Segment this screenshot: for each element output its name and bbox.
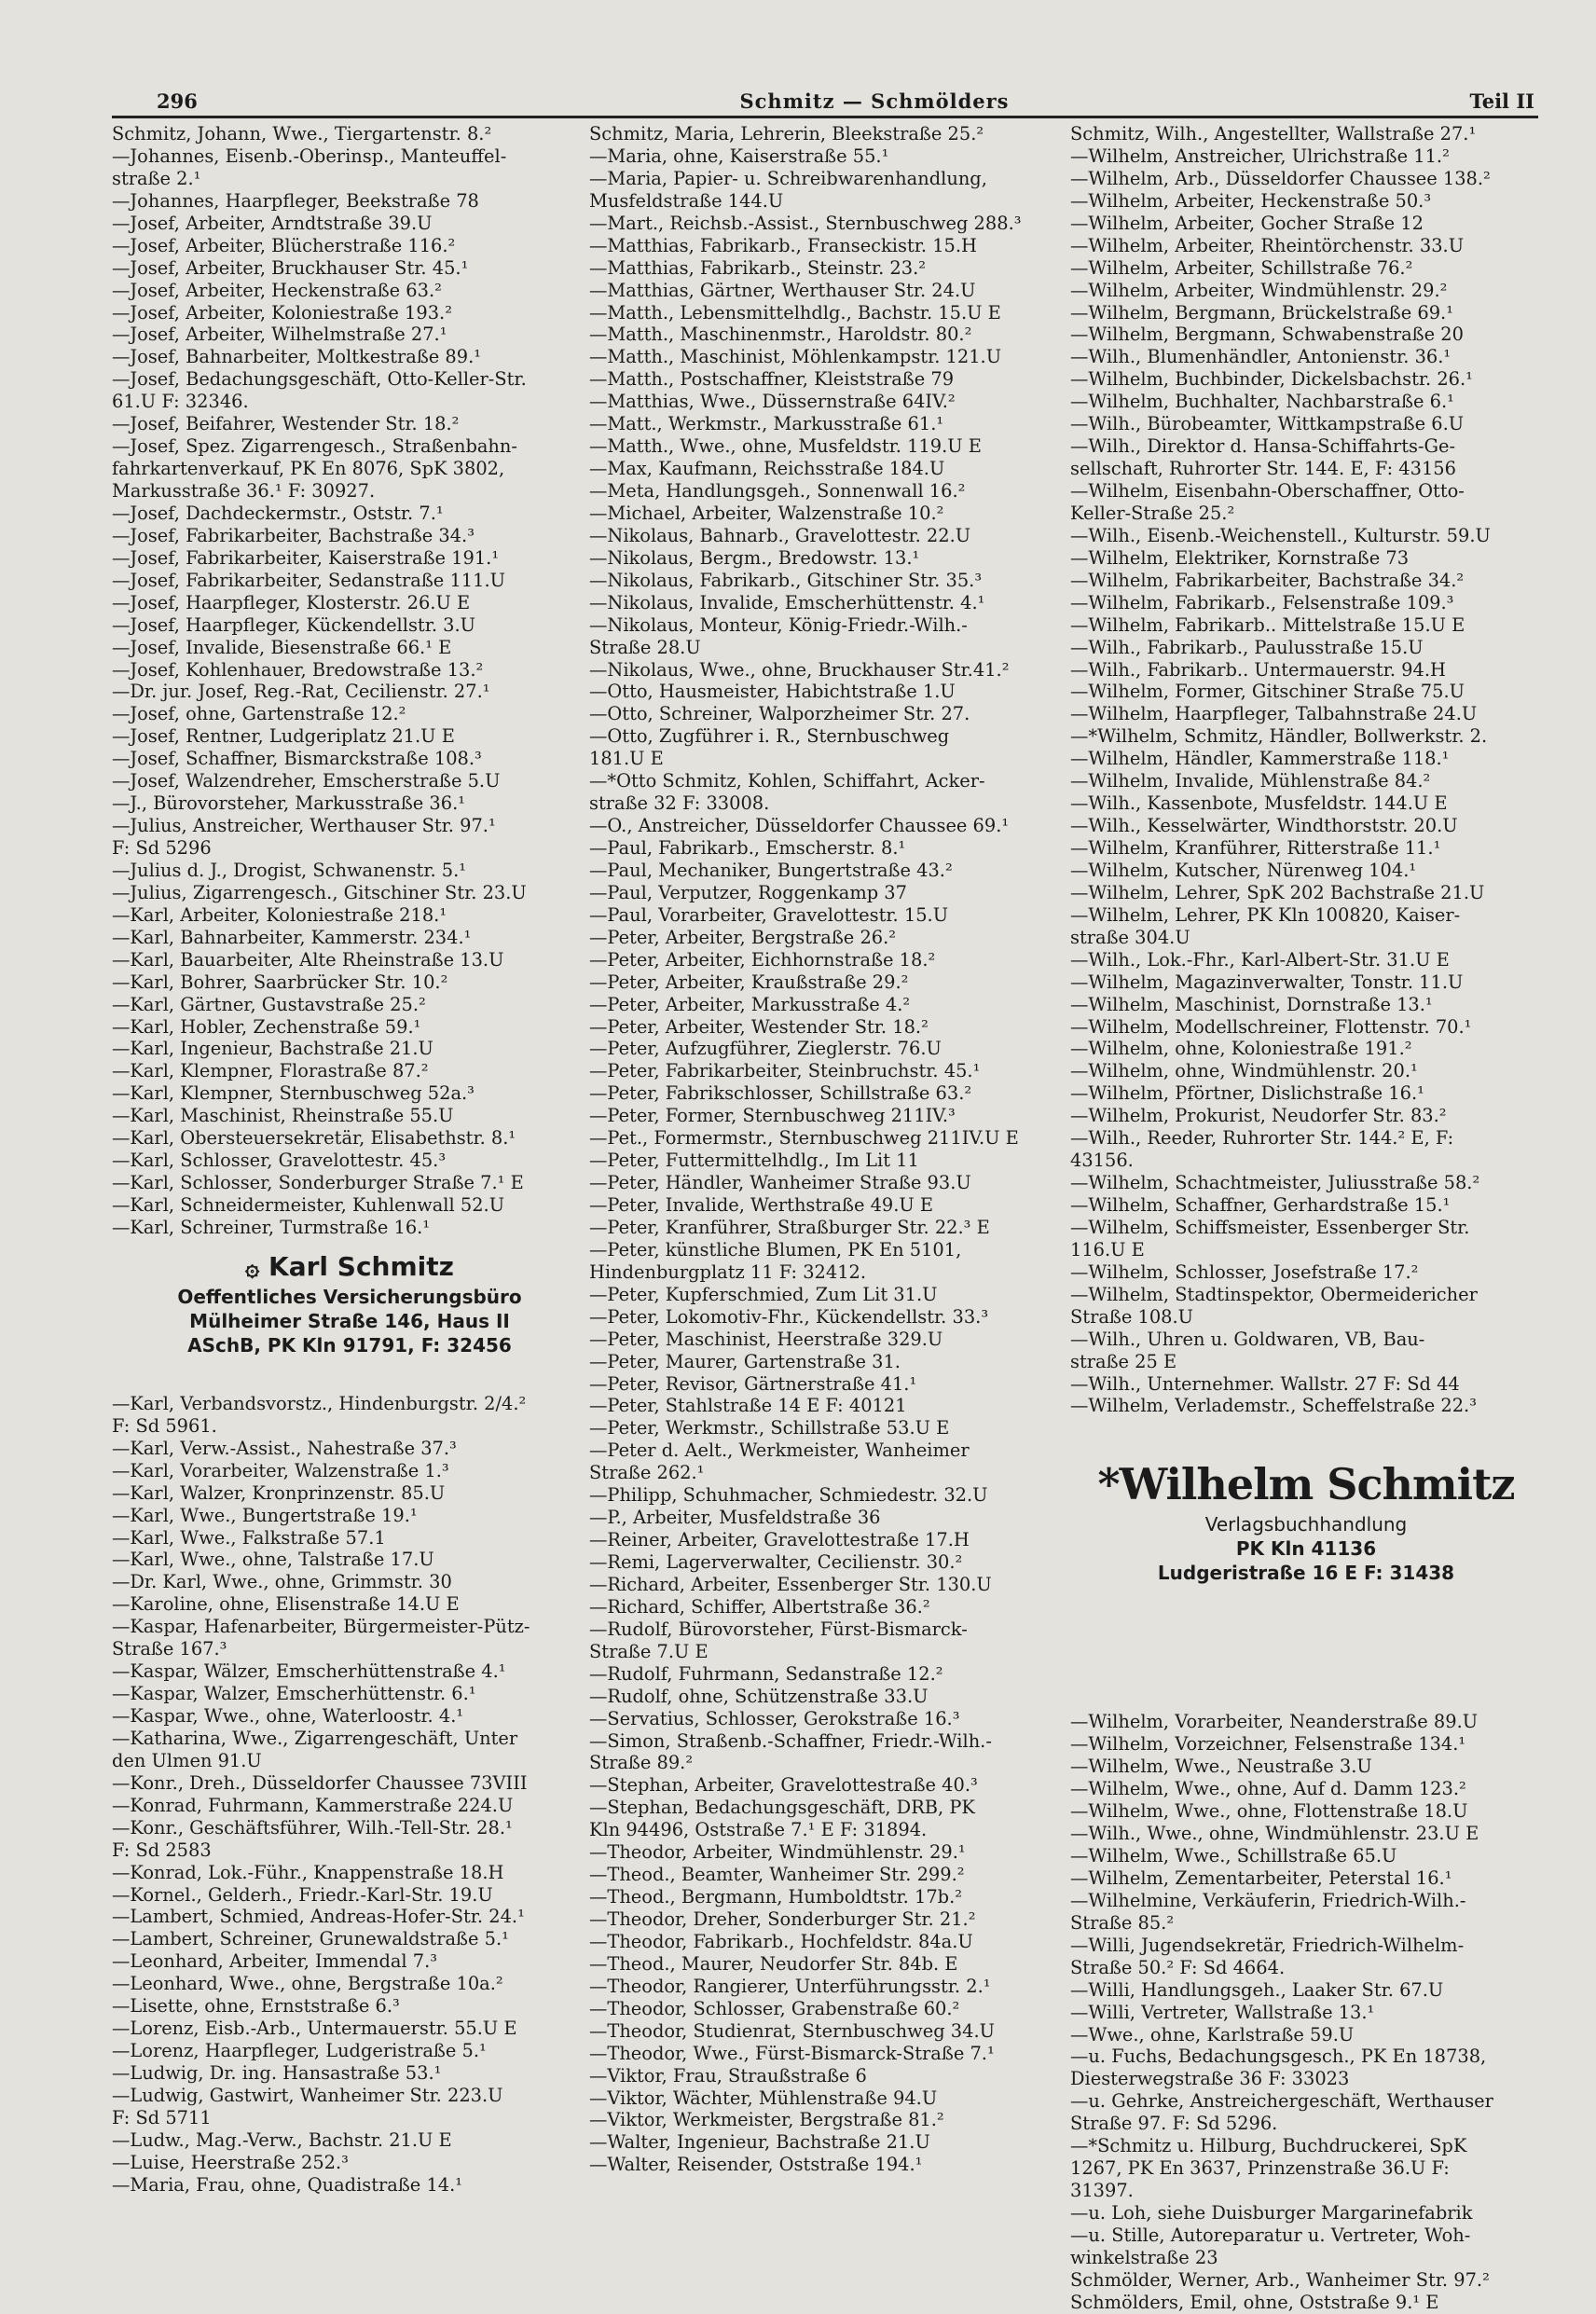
directory-line: —Johannes, Eisenb.-Oberinsp., Manteuffel- (112, 145, 507, 167)
directory-line: —Peter, Arbeiter, Eichhornstraße 18.² (589, 948, 936, 971)
directory-line: —Lambert, Schmied, Andreas-Hofer-Str. 24.¹ (112, 1906, 525, 1928)
directory-line: straße 32 F: 33008. (589, 792, 770, 815)
directory-line: —Simon, Straßenb.-Schaffner, Friedr.-Wilh.- (589, 1729, 992, 1752)
directory-line: —Wilhelm, Verlademstr., Scheffelstraße 22.³ (1070, 1395, 1477, 1417)
directory-line: —Karl, Obersteuersekretär, Elisabethstr. 8.¹ (112, 1127, 516, 1150)
directory-line: straße 2.¹ (112, 167, 201, 189)
directory-line: —Wilhelm, Händler, Kammerstraße 118.¹ (1070, 748, 1450, 770)
directory-line: —Karl, Schreiner, Turmstraße 16.¹ (112, 1216, 431, 1238)
directory-line: —Wilh., Eisenb.-Weichenstell., Kulturstr. 59.U (1070, 524, 1491, 546)
directory-line: Musfeldstraße 144.U (589, 189, 784, 212)
directory-line: —Theodor, Rangierer, Unterführungsstr. 2.¹ (589, 1975, 991, 1997)
directory-line: —Karl, Maschinist, Rheinstraße 55.U (112, 1105, 454, 1127)
directory-line: —Karl, Gärtner, Gustavstraße 25.² (112, 993, 426, 1015)
directory-line: —Wilh., Blumenhändler, Antonienstr. 36.¹ (1070, 346, 1452, 368)
directory-line: F: Sd 5296 (112, 837, 212, 859)
directory-line: —Kaspar, Hafenarbeiter, Bürgermeister-Pütz- (112, 1616, 530, 1638)
directory-line: —Karl, Schneidermeister, Kuhlenwall 52.U (112, 1194, 505, 1216)
directory-line: —Wilh., Kassenbote, Musfeldstr. 144.U E (1070, 792, 1448, 815)
directory-line: —Peter, Arbeiter, Markusstraße 4.² (589, 993, 911, 1015)
directory-line: —Peter, Aufzugführer, Zieglerstr. 76.U (589, 1038, 942, 1060)
directory-line: —Peter, Händler, Wanheimer Straße 93.U (589, 1172, 971, 1194)
directory-line: —Willi, Handlungsgeh., Laaker Str. 67.U (1070, 1978, 1444, 2001)
directory-line: —Reiner, Arbeiter, Gravelottestraße 17.H (589, 1529, 970, 1551)
directory-line: —Karl, Wwe., Falkstraße 57.1 (112, 1526, 386, 1549)
directory-line: —Theodor, Schlosser, Grabenstraße 60.² (589, 1997, 960, 2019)
ad-wilhelm-line-2: PK Kln 41136 (1235, 1537, 1377, 1561)
directory-line: —Wilhelm, Buchhalter, Nachbarstraße 6.¹ (1070, 391, 1454, 413)
directory-line: —Wwe., ohne, Karlstraße 59.U (1070, 2023, 1355, 2045)
directory-line: —Matthias, Fabrikarb., Franseckistr. 15.H (589, 234, 977, 256)
directory-line: —Karl, Wwe., Bungertstraße 19.¹ (112, 1504, 418, 1526)
directory-line: —Walter, Ingenieur, Bachstraße 21.U (589, 2131, 930, 2154)
directory-line: Schmölder, Werner, Arb., Wanheimer Str. 97.² (1070, 2268, 1490, 2291)
directory-line: Markusstraße 36.¹ F: 30927. (112, 480, 376, 502)
directory-line: —Wilhelm, Buchbinder, Dickelsbachstr. 26.¹ (1070, 368, 1473, 391)
directory-line: —Wilhelm, Prokurist, Neudorfer Str. 83.² (1070, 1105, 1447, 1127)
directory-line: —Katharina, Wwe., Zigarrengeschäft, Unter (112, 1727, 518, 1749)
directory-line: —Matth., Wwe., ohne, Musfeldstr. 119.U E (589, 435, 982, 458)
ad-karl-line-1: Oeffentliches Versicherungsbüro (177, 1285, 522, 1308)
directory-line: —Wilhelm, Fabrikarbeiter, Bachstraße 34.² (1070, 569, 1465, 591)
directory-line: —Paul, Fabrikarb., Emscherstr. 8.¹ (589, 837, 906, 859)
directory-line: Keller-Straße 25.² (1070, 502, 1235, 524)
directory-line: —Wilhelm, Eisenbahn-Oberschaffner, Otto- (1070, 480, 1465, 502)
directory-line: —Nikolaus, Bergm., Bredowstr. 13.¹ (589, 546, 920, 569)
directory-line: —Matt., Werkmstr., Markusstraße 61.¹ (589, 413, 944, 435)
directory-line: —Josef, Arbeiter, Bruckhauser Str. 45.¹ (112, 256, 469, 279)
directory-line: —Wilhelm, Haarpfleger, Talbahnstraße 24.U (1070, 703, 1478, 725)
directory-line: —Wilhelm, Arbeiter, Windmühlenstr. 29.² (1070, 279, 1448, 301)
directory-line: —Wilh., Fabrikarb.. Untermauerstr. 94.H (1070, 658, 1446, 681)
directory-line: —Luise, Heerstraße 252.³ (112, 2151, 349, 2173)
directory-line: —*Schmitz u. Hilburg, Buchdruckerei, SpK (1070, 2135, 1467, 2157)
directory-line: —Wilhelm, Magazinverwalter, Tonstr. 11.U (1070, 971, 1464, 993)
directory-line: —Wilhelmine, Verkäuferin, Friedrich-Wilh.- (1070, 1889, 1466, 1911)
directory-line: —Kaspar, Walzer, Emscherhüttenstr. 6.¹ (112, 1683, 476, 1705)
directory-line: —Karl, Klempner, Sternbuschweg 52a.³ (112, 1082, 475, 1105)
directory-line: —Maria, Frau, ohne, Quadistraße 14.¹ (112, 2173, 463, 2196)
column-3-entries-top (1070, 123, 1542, 1417)
directory-line: —Wilhelm, Wwe., ohne, Flottenstraße 18.U (1070, 1800, 1468, 1823)
directory-line: —Theod., Bergmann, Humboldtstr. 17b.² (589, 1886, 963, 1908)
directory-line: —Konrad, Lok.-Führ., Knappenstraße 18.H (112, 1861, 504, 1883)
directory-line: 61.U F: 32346. (112, 391, 249, 413)
directory-line: —Leonhard, Arbeiter, Immendal 7.³ (112, 1950, 438, 1973)
directory-line: Schmölders, Emil, ohne, Oststraße 9.¹ E (1070, 2291, 1439, 2313)
directory-line: —Rudolf, Bürovorsteher, Fürst-Bismarck- (589, 1618, 968, 1640)
directory-line: —Peter, Stahlstraße 14 E F: 40121 (589, 1395, 907, 1417)
directory-line: —Remi, Lagerverwalter, Cecilienstr. 30.² (589, 1551, 963, 1573)
directory-line: —Wilh., Bürobeamter, Wittkampstraße 6.U (1070, 413, 1465, 435)
directory-line: —Paul, Verputzer, Roggenkamp 37 (589, 881, 907, 903)
directory-line: Straße 7.U E (589, 1640, 709, 1662)
directory-line: —Wilhelm, Wwe., ohne, Auf d. Damm 123.² (1070, 1778, 1466, 1800)
directory-line: —Josef, Beifahrer, Westender Str. 18.² (112, 413, 460, 435)
directory-line: winkelstraße 23 (1070, 2246, 1218, 2268)
directory-line: 1267, PK En 3637, Prinzenstraße 36.U F: (1070, 2157, 1450, 2180)
directory-line: —Wilhelm, Maschinist, Dornstraße 13.¹ (1070, 993, 1433, 1015)
directory-line: —Julius, Zigarrengesch., Gitschiner Str. 23.U (112, 881, 527, 903)
directory-line: —Karl, Schlosser, Gravelottestr. 45.³ (112, 1150, 447, 1172)
directory-line: —Peter, Werkmstr., Schillstraße 53.U E (589, 1417, 950, 1439)
directory-line: —Wilhelm, Elektriker, Kornstraße 73 (1070, 546, 1410, 569)
directory-line: F: Sd 5961. (112, 1414, 217, 1437)
directory-line: —Wilh., Lok.-Fhr., Karl-Albert-Str. 31.U E (1070, 948, 1450, 971)
ad-wilhelm-line-3: Ludgeristraße 16 E F: 31438 (1157, 1562, 1455, 1585)
directory-line: —u. Loh, siehe Duisburger Margarinefabrik (1070, 2202, 1473, 2224)
directory-line: —Kaspar, Wälzer, Emscherhüttenstraße 4.¹ (112, 1660, 506, 1683)
directory-line: —Wilhelm, Vorzeichner, Felsenstraße 134.¹ (1070, 1733, 1466, 1756)
directory-line: —Karl, Hobler, Zechenstraße 59.¹ (112, 1015, 421, 1038)
directory-line: —Josef, Arbeiter, Arndtstraße 39.U (112, 212, 433, 234)
directory-line: —Julius d. J., Drogist, Schwanenstr. 5.¹ (112, 859, 467, 881)
directory-line: —Matthias, Wwe., Düssernstraße 64IV.² (589, 391, 956, 413)
directory-line: —Karl, Schlosser, Sonderburger Straße 7.¹ E (112, 1172, 524, 1194)
directory-line: —Willi, Vertreter, Wallstraße 13.¹ (1070, 2001, 1375, 2023)
directory-line: —Wilhelm, Anstreicher, Ulrichstraße 11.² (1070, 145, 1450, 167)
directory-line: —Josef, Arbeiter, Blücherstraße 116.² (112, 234, 456, 256)
directory-line: —Michael, Arbeiter, Walzenstraße 10.² (589, 502, 944, 524)
directory-line: —Servatius, Schlosser, Gerokstraße 16.³ (589, 1707, 960, 1729)
directory-line: —Matth., Maschinenmstr., Haroldstr. 80.² (589, 324, 972, 346)
directory-line: —Matth., Maschinist, Möhlenkampstr. 121.U (589, 346, 1002, 368)
directory-line: —Peter, Maschinist, Heerstraße 329.U (589, 1328, 943, 1350)
directory-line: —Wilhelm, Schachtmeister, Juliusstraße 58.² (1070, 1172, 1480, 1194)
directory-line: —Wilhelm, Former, Gitschiner Straße 75.U (1070, 681, 1465, 703)
directory-line: —Konrad, Fuhrmann, Kammerstraße 224.U (112, 1794, 514, 1816)
directory-line: —Ludwig, Dr. ing. Hansastraße 53.¹ (112, 2062, 442, 2084)
directory-line: —Ludw., Mag.-Verw., Bachstr. 21.U E (112, 2128, 452, 2151)
directory-line: —Wilhelm, Schaffner, Gerhardstraße 15.¹ (1070, 1194, 1451, 1216)
directory-line: —Wilhelm, Arbeiter, Schillstraße 76.² (1070, 256, 1413, 279)
directory-line: Kln 94496, Oststraße 7.¹ E F: 31894. (589, 1819, 928, 1841)
directory-line: —Paul, Vorarbeiter, Gravelottestr. 15.U (589, 903, 949, 926)
directory-line: —Otto, Schreiner, Walporzheimer Str. 27. (589, 703, 970, 725)
directory-line: —Josef, Arbeiter, Wilhelmstraße 27.¹ (112, 324, 447, 346)
directory-line: Straße 97. F: Sd 5296. (1070, 2113, 1278, 2135)
directory-line: —Karl, Klempner, Florastraße 87.² (112, 1060, 429, 1082)
directory-line: Straße 108.U (1070, 1305, 1194, 1328)
directory-line: —Dr. jur. Josef, Reg.-Rat, Cecilienstr. 27.¹ (112, 681, 490, 703)
ad-wilhelm-line-1: Verlagsbuchhandlung (1204, 1513, 1408, 1536)
directory-line: Straße 262.¹ (589, 1462, 705, 1484)
directory-line: —Peter, Former, Sternbuschweg 211IV.³ (589, 1105, 956, 1127)
directory-line: —Wilhelm, Fabrikarb.. Mittelstraße 15.U E (1070, 613, 1465, 636)
directory-line: —Paul, Mechaniker, Bungertstraße 43.² (589, 859, 953, 881)
directory-line: —Nikolaus, Monteur, König-Friedr.-Wilh.- (589, 613, 968, 636)
directory-line: —Peter, künstliche Blumen, PK En 5101, (589, 1238, 962, 1260)
directory-line: —Wilhelm, Pförtner, Dislichstraße 16.¹ (1070, 1082, 1424, 1105)
directory-line: —Wilhelm, Bergmann, Brückelstraße 69.¹ (1070, 301, 1453, 324)
directory-line: —Josef, Invalide, Biesenstraße 66.¹ E (112, 636, 452, 658)
directory-line: —Richard, Arbeiter, Essenberger Str. 130.U (589, 1573, 992, 1595)
directory-line: —Wilhelm, Vorarbeiter, Neanderstraße 89.U (1070, 1711, 1479, 1733)
directory-line: —Peter, Invalide, Werthstraße 49.U E (589, 1194, 934, 1216)
directory-line: —Johannes, Haarpfleger, Beekstraße 78 (112, 189, 479, 212)
directory-line: —Wilhelm, Arbeiter, Gocher Straße 12 (1070, 212, 1424, 234)
directory-line: 43156. (1070, 1150, 1134, 1172)
directory-line: —Peter, Fabrikarbeiter, Steinbruchstr. 45.¹ (589, 1060, 981, 1082)
directory-line: Straße 50.² F: Sd 4664. (1070, 1956, 1286, 1978)
column-1-entries-bottom (112, 1393, 587, 2197)
directory-line: —Karl, Ingenieur, Bachstraße 21.U (112, 1038, 433, 1060)
directory-line: Schmitz, Maria, Lehrerin, Bleekstraße 25.² (589, 123, 984, 145)
directory-line: —Willi, Jugendsekretär, Friedrich-Wilhelm- (1070, 1934, 1465, 1956)
directory-line: —Theodor, Studienrat, Sternbuschweg 34.U (589, 2019, 995, 2042)
directory-line: —Peter, Arbeiter, Westender Str. 18.² (589, 1015, 929, 1038)
directory-line: —Otto, Hausmeister, Habichtstraße 1.U (589, 681, 956, 703)
directory-line: —Nikolaus, Invalide, Emscherhüttenstr. 4.¹ (589, 591, 985, 613)
directory-line: fahrkartenverkauf, PK En 8076, SpK 3802, (112, 458, 505, 480)
directory-line: 31397. (1070, 2180, 1134, 2202)
directory-line: —Josef, Bedachungsgeschäft, Otto-Keller-Str. (112, 368, 527, 391)
directory-line: —Pet., Formermstr., Sternbuschweg 211IV.U E (589, 1127, 1019, 1150)
column-3-entries-bottom (1070, 1711, 1542, 2313)
directory-line: —Wilhelm, Zementarbeiter, Peterstal 16.¹ (1070, 1866, 1452, 1889)
directory-line: —Josef, Fabrikarbeiter, Sedanstraße 111.U (112, 569, 505, 591)
directory-line: —Maria, Papier- u. Schreibwarenhandlung, (589, 167, 987, 189)
directory-line: —Wilhelm, Fabrikarb., Felsenstraße 109.³ (1070, 591, 1454, 613)
directory-line: —Theodor, Wwe., Fürst-Bismarck-Straße 7.¹ (589, 2042, 995, 2064)
directory-line: F: Sd 5711 (112, 2106, 212, 2128)
directory-line: —Wilhelm, Lehrer, PK Kln 100820, Kaiser- (1070, 903, 1461, 926)
directory-line: —u. Stille, Autoreparatur u. Vertreter, Woh- (1070, 2224, 1471, 2246)
directory-line: Straße 167.³ (112, 1638, 227, 1660)
directory-line: —Matthias, Fabrikarb., Steinstr. 23.² (589, 256, 927, 279)
directory-line: —Karl, Vorarbeiter, Walzenstraße 1.³ (112, 1459, 449, 1481)
directory-line: —Lorenz, Haarpfleger, Ludgeristraße 5.¹ (112, 2040, 487, 2062)
directory-line: —Dr. Karl, Wwe., ohne, Grimmstr. 30 (112, 1571, 452, 1593)
directory-line: —Wilhelm, Modellschreiner, Flottenstr. 70.¹ (1070, 1015, 1472, 1038)
directory-line: —Karl, Arbeiter, Koloniestraße 218.¹ (112, 903, 447, 926)
directory-line: —Josef, Walzendreher, Emscherstraße 5.U (112, 770, 501, 792)
directory-line: —Rudolf, Fuhrmann, Sedanstraße 12.² (589, 1662, 943, 1685)
directory-line: straße 304.U (1070, 926, 1190, 948)
column-1-entries-top (112, 123, 587, 1239)
directory-line: —Josef, Haarpfleger, Kückendellstr. 3.U (112, 613, 476, 636)
directory-line: —Josef, Fabrikarbeiter, Bachstraße 34.³ (112, 524, 475, 546)
directory-line: —Matth., Lebensmittelhdlg., Bachstr. 15.U E (589, 301, 1001, 324)
directory-line: —Theod., Maurer, Neudorfer Str. 84b. E (589, 1952, 958, 1975)
directory-line: —Josef, Fabrikarbeiter, Kaiserstraße 191.¹ (112, 546, 500, 569)
part-label: Teil II (1469, 90, 1534, 113)
directory-line: —Stephan, Bedachungsgeschäft, DRB, PK (589, 1797, 975, 1819)
directory-line: —Nikolaus, Fabrikarb., Gitschiner Str. 35.³ (589, 569, 983, 591)
directory-line: —J., Bürovorsteher, Markusstraße 36.¹ (112, 792, 466, 815)
directory-line: —Wilh., Unternehmer. Wallstr. 27 F: Sd 44 (1070, 1372, 1460, 1395)
directory-line: —Peter, Revisor, Gärtnerstraße 41.¹ (589, 1372, 917, 1395)
directory-line: —Karl, Bahnarbeiter, Kammerstr. 234.¹ (112, 926, 472, 948)
directory-line: Diesterwegstraße 36 F: 33023 (1070, 2068, 1350, 2090)
directory-line: —Karl, Wwe., ohne, Talstraße 17.U (112, 1549, 434, 1571)
page-number: 296 (157, 90, 198, 113)
directory-line: —Wilhelm, Schlosser, Josefstraße 17.² (1070, 1260, 1419, 1283)
directory-line: Straße 28.U (589, 636, 701, 658)
wilhelm-schmitz-advertisement (1070, 1417, 1542, 1711)
directory-line: —Julius, Anstreicher, Werthauser Str. 97.¹ (112, 815, 496, 837)
directory-line: —Wilhelm, ohne, Windmühlenstr. 20.¹ (1070, 1060, 1418, 1082)
directory-line: —O., Anstreicher, Düsseldorfer Chaussee 69.¹ (589, 815, 1010, 837)
directory-line: —Matthias, Gärtner, Werthauser Str. 24.U (589, 279, 976, 301)
directory-line: —Wilhelm, Kranführer, Ritterstraße 11.¹ (1070, 837, 1441, 859)
directory-line: —Nikolaus, Wwe., ohne, Bruckhauser Str.41.² (589, 658, 1010, 681)
karl-schmitz-advertisement (112, 1239, 587, 1393)
column-3 (1070, 123, 1542, 2314)
directory-line: —Karl, Bohrer, Saarbrücker Str. 10.² (112, 971, 448, 993)
directory-line: —Karoline, ohne, Elisenstraße 14.U E (112, 1593, 460, 1616)
directory-line: 116.U E (1070, 1238, 1145, 1260)
directory-line: —Wilhelm, Stadtinspektor, Obermeidericher (1070, 1283, 1478, 1305)
directory-line: —Wilhelm, Bergmann, Schwabenstraße 20 (1070, 324, 1464, 346)
directory-line: —Nikolaus, Bahnarb., Gravelottestr. 22.U (589, 524, 971, 546)
directory-line: —Karl, Verbandsvorstz., Hindenburgstr. 2/4.² (112, 1392, 527, 1414)
directory-line: Straße 85.² (1070, 1911, 1175, 1934)
column-2 (589, 123, 1065, 2176)
directory-line: —Josef, Bahnarbeiter, Moltkestraße 89.¹ (112, 346, 482, 368)
directory-line: —Josef, Haarpfleger, Klosterstr. 26.U E (112, 591, 471, 613)
directory-line: —Philipp, Schuhmacher, Schmiedestr. 32.U (589, 1484, 988, 1507)
directory-line: —Peter, Arbeiter, Kraußstraße 29.² (589, 971, 909, 993)
directory-line: —Leonhard, Wwe., ohne, Bergstraße 10a.² (112, 1973, 503, 1995)
ad-karl-name: Karl Schmitz (268, 1250, 454, 1282)
directory-line: —Theod., Beamter, Wanheimer Str. 299.² (589, 1864, 965, 1886)
directory-line: straße 25 E (1070, 1350, 1177, 1372)
directory-line: —*Wilhelm, Schmitz, Händler, Bollwerkstr. 2. (1070, 725, 1488, 748)
directory-line: —Rudolf, ohne, Schützenstraße 33.U (589, 1685, 929, 1707)
directory-line: —Josef, ohne, Gartenstraße 12.² (112, 703, 406, 725)
directory-line: Hindenburgplatz 11 F: 32412. (589, 1260, 867, 1283)
directory-line: —Josef, Rentner, Ludgeriplatz 21.U E (112, 725, 455, 748)
directory-line: —Peter, Kranführer, Straßburger Str. 22.³ E (589, 1216, 990, 1238)
directory-line: —u. Fuchs, Bedachungsgesch., PK En 18738, (1070, 2045, 1487, 2068)
directory-line: —Wilh., Wwe., ohne, Windmühlenstr. 23.U E (1070, 1823, 1479, 1845)
ad-karl-line-3: ASchB, PK Kln 91791, F: 32456 (187, 1333, 512, 1357)
directory-line: —Wilh., Fabrikarb., Paulusstraße 15.U (1070, 636, 1424, 658)
directory-line: Schmitz, Johann, Wwe., Tiergartenstr. 8.² (112, 123, 492, 145)
directory-line: —Peter, Maurer, Gartenstraße 31. (589, 1350, 901, 1372)
directory-line: —Wilhelm, Schiffsmeister, Essenberger Str. (1070, 1216, 1470, 1238)
directory-line: Schmitz, Wilh., Angestellter, Wallstraße 27.¹ (1070, 123, 1477, 145)
emblem-icon: ۞ (245, 1253, 260, 1282)
ad-karl-line-2: Mülheimer Straße 146, Haus II (189, 1309, 510, 1332)
directory-line: —Matth., Postschaffner, Kleiststraße 79 (589, 368, 955, 391)
directory-line: —Kornel., Gelderh., Friedr.-Karl-Str. 19.U (112, 1883, 493, 1906)
directory-line: —Richard, Schiffer, Albertstraße 36.² (589, 1595, 930, 1618)
directory-line: —Wilhelm, Wwe., Schillstraße 65.U (1070, 1845, 1397, 1866)
directory-line: —Wilhelm, Kutscher, Nürenweg 104.¹ (1070, 859, 1417, 881)
directory-line: —u. Gehrke, Anstreichergeschäft, Werthauser (1070, 2090, 1493, 2113)
directory-line: —Josef, Schaffner, Bismarckstraße 108.³ (112, 748, 482, 770)
column-2-entries (589, 123, 1065, 2176)
directory-line: —Wilhelm, Arbeiter, Rheintörchenstr. 33.U (1070, 234, 1465, 256)
directory-line: den Ulmen 91.U (112, 1749, 262, 1771)
directory-line: —Maria, ohne, Kaiserstraße 55.¹ (589, 145, 889, 167)
directory-line: —Max, Kaufmann, Reichsstraße 184.U (589, 458, 945, 480)
directory-line: —Peter, Kupferschmied, Zum Lit 31.U (589, 1283, 938, 1305)
directory-line: 181.U E (589, 748, 664, 770)
directory-line: —Theodor, Arbeiter, Windmühlenstr. 29.¹ (589, 1841, 966, 1864)
directory-line: —Wilhelm, Lehrer, SpK 202 Bachstraße 21.U (1070, 881, 1485, 903)
directory-line: —Peter, Fabrikschlosser, Schillstraße 63.² (589, 1082, 972, 1105)
directory-line: —Karl, Walzer, Kronprinzenstr. 85.U (112, 1481, 446, 1504)
directory-line: —Lambert, Schreiner, Grunewaldstraße 5.¹ (112, 1928, 509, 1950)
directory-line: —Josef, Spez. Zigarrengesch., Straßenbahn- (112, 435, 517, 458)
header-rule (112, 116, 1538, 118)
directory-line: —Theodor, Dreher, Sonderburger Str. 21.² (589, 1908, 976, 1930)
directory-line: —Wilhelm, Wwe., Neustraße 3.U (1070, 1756, 1372, 1778)
directory-line: —Karl, Bauarbeiter, Alte Rheinstraße 13.U (112, 948, 504, 971)
running-title: Schmitz — Schmölders (739, 90, 1010, 113)
directory-line: —Josef, Kohlenhauer, Bredowstraße 13.² (112, 658, 484, 681)
directory-line: —Viktor, Frau, Straußstraße 6 (589, 2064, 867, 2087)
directory-line: —Wilh., Kesselwärter, Windthorststr. 20.U (1070, 815, 1458, 837)
directory-line: —Josef, Arbeiter, Koloniestraße 193.² (112, 301, 452, 324)
directory-line: —Viktor, Wächter, Mühlenstraße 94.U (589, 2087, 938, 2109)
directory-line: —Konr., Dreh., Düsseldorfer Chaussee 73VIII (112, 1771, 528, 1794)
directory-line: —Wilhelm, Arbeiter, Heckenstraße 50.³ (1070, 189, 1432, 212)
directory-line: —Wilh., Reeder, Ruhrorter Str. 144.² E, F: (1070, 1127, 1454, 1150)
directory-line: —*Otto Schmitz, Kohlen, Schiffahrt, Acker- (589, 770, 985, 792)
directory-line: —Theodor, Fabrikarb., Hochfeldstr. 84a.U (589, 1930, 973, 1952)
directory-line: —Mart., Reichsb.-Assist., Sternbuschweg 288.³ (589, 212, 1022, 234)
directory-line: —Wilhelm, ohne, Koloniestraße 191.² (1070, 1038, 1412, 1060)
directory-line: —Ludwig, Gastwirt, Wanheimer Str. 223.U (112, 2084, 503, 2106)
directory-line: —Stephan, Arbeiter, Gravelottestraße 40.³ (589, 1774, 978, 1797)
directory-line: —Peter, Futtermittelhdlg., Im Lit 11 (589, 1150, 919, 1172)
directory-line: —Lisette, ohne, Ernststraße 6.³ (112, 1995, 400, 2018)
directory-line: —Otto, Zugführer i. R., Sternbuschweg (589, 725, 950, 748)
directory-line: —Lorenz, Eisb.-Arb., Untermauerstr. 55.U E (112, 2018, 517, 2040)
directory-line: —P., Arbeiter, Musfeldstraße 36 (589, 1507, 881, 1529)
directory-line: —Karl, Verw.-Assist., Nahestraße 37.³ (112, 1437, 457, 1459)
directory-line: sellschaft, Ruhrorter Str. 144. E, F: 43156 (1070, 458, 1456, 480)
directory-line: —Peter, Lokomotiv-Fhr., Kückendellstr. 33.³ (589, 1305, 989, 1328)
directory-line: —Peter, Arbeiter, Bergstraße 26.² (589, 926, 897, 948)
directory-line: —Viktor, Werkmeister, Bergstraße 81.² (589, 2109, 944, 2131)
directory-line: —Wilh., Uhren u. Goldwaren, VB, Bau- (1070, 1328, 1425, 1350)
directory-line: —Konr., Geschäftsführer, Wilh.-Tell-Str. 28.¹ (112, 1816, 513, 1839)
directory-line: —Meta, Handlungsgeh., Sonnenwall 16.² (589, 480, 966, 502)
column-1 (112, 123, 587, 2197)
directory-line: —Peter d. Aelt., Werkmeister, Wanheimer (589, 1439, 970, 1462)
directory-line: —Wilhelm, Invalide, Mühlenstraße 84.² (1070, 770, 1431, 792)
directory-line: Straße 89.² (589, 1752, 694, 1774)
directory-line: —Walter, Reisender, Oststraße 194.¹ (589, 2154, 923, 2176)
directory-line: —Josef, Dachdeckermstr., Oststr. 7.¹ (112, 502, 444, 524)
directory-line: —Wilhelm, Arb., Düsseldorfer Chaussee 138.² (1070, 167, 1491, 189)
ad-wilhelm-name: *Wilhelm Schmitz (1097, 1459, 1515, 1510)
directory-line: —Josef, Arbeiter, Heckenstraße 63.² (112, 279, 442, 301)
directory-line: —Kaspar, Wwe., ohne, Waterloostr. 4.¹ (112, 1705, 464, 1727)
directory-line: F: Sd 2583 (112, 1839, 212, 1861)
directory-line: —Wilh., Direktor d. Hansa-Schiffahrts-Ge- (1070, 435, 1456, 458)
